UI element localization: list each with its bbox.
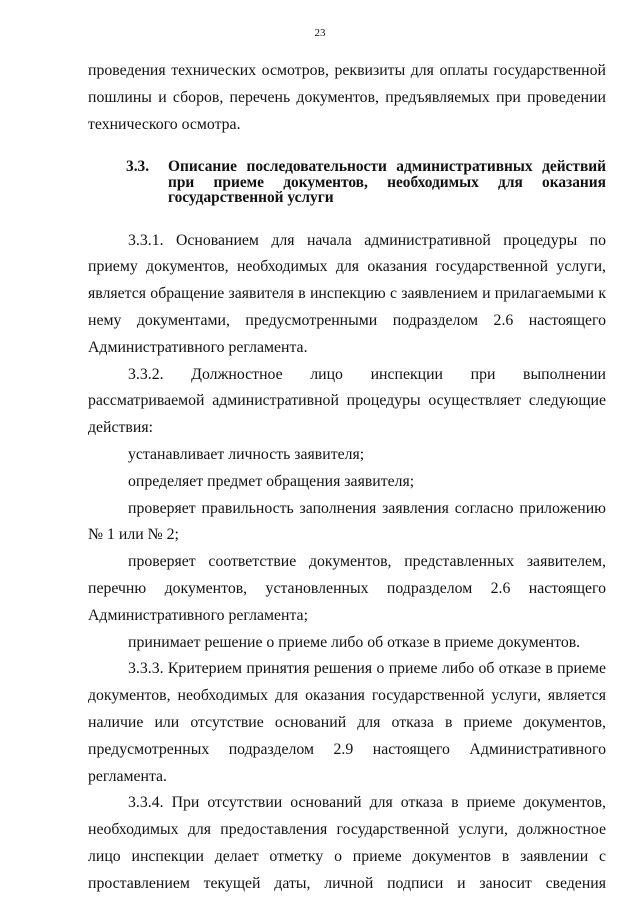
- section-heading: [88, 159, 606, 205]
- document-body: [88, 58, 606, 898]
- section-number: 3.3.: [126, 158, 150, 176]
- section-title: Описание последовательности административных действий при приеме документов, необходимых для оказания государственной услуги: [168, 158, 606, 207]
- list-item: устанавливает личность заявителя;: [128, 445, 365, 463]
- list-item: проверяет соответствие документов, представленных заявителем, перечню документов, установленных подразделом 2.6 настоящего Административного регламента;: [88, 553, 606, 624]
- paragraph-continuation: проведения технических осмотров, реквизиты для оплаты государственной пошлины и сборов, перечень документов, предъявляемых при проведении технического осмотра.: [88, 62, 606, 133]
- paragraph-3-3-3: 3.3.3. Критерием принятия решения о приеме либо об отказе в приеме документов, необходимых для оказания государственной услуги, является наличие или отсутствие оснований для отказа в приеме документов, предусмотренных подразделом 2.9 настоящего Административного регламента.: [88, 660, 606, 785]
- paragraph-3-3-2: 3.3.2. Должностное лицо инспекции при выполнении рассматриваемой административной процедуры осуществляет следующие действия:: [88, 365, 606, 437]
- paragraph-3-3-4: 3.3.4. При отсутствии оснований для отказа в приеме документов, необходимых для предоставления государственной услуги, должностное лицо инспекции делает отметку о приеме документов в заявлении с проставлением текущей даты, личной подписи и заносит сведения: [88, 794, 606, 892]
- paragraph-3-3-1: 3.3.1. Основанием для начала административной процедуры по приему документов, необходимых для оказания государственной услуги, является обращение заявителя в инспекцию с заявлением и прилагаемыми к нему документами, предусмотренными подразделом 2.6 настоящего Административного регламента.: [88, 231, 606, 356]
- list-item: определяет предмет обращения заявителя;: [128, 472, 415, 490]
- page-number: 23: [314, 27, 326, 39]
- list-item: принимает решение о приеме либо об отказе в приеме документов.: [128, 633, 581, 651]
- list-item: проверяет правильность заполнения заявления согласно приложению № 1 или № 2;: [88, 499, 606, 544]
